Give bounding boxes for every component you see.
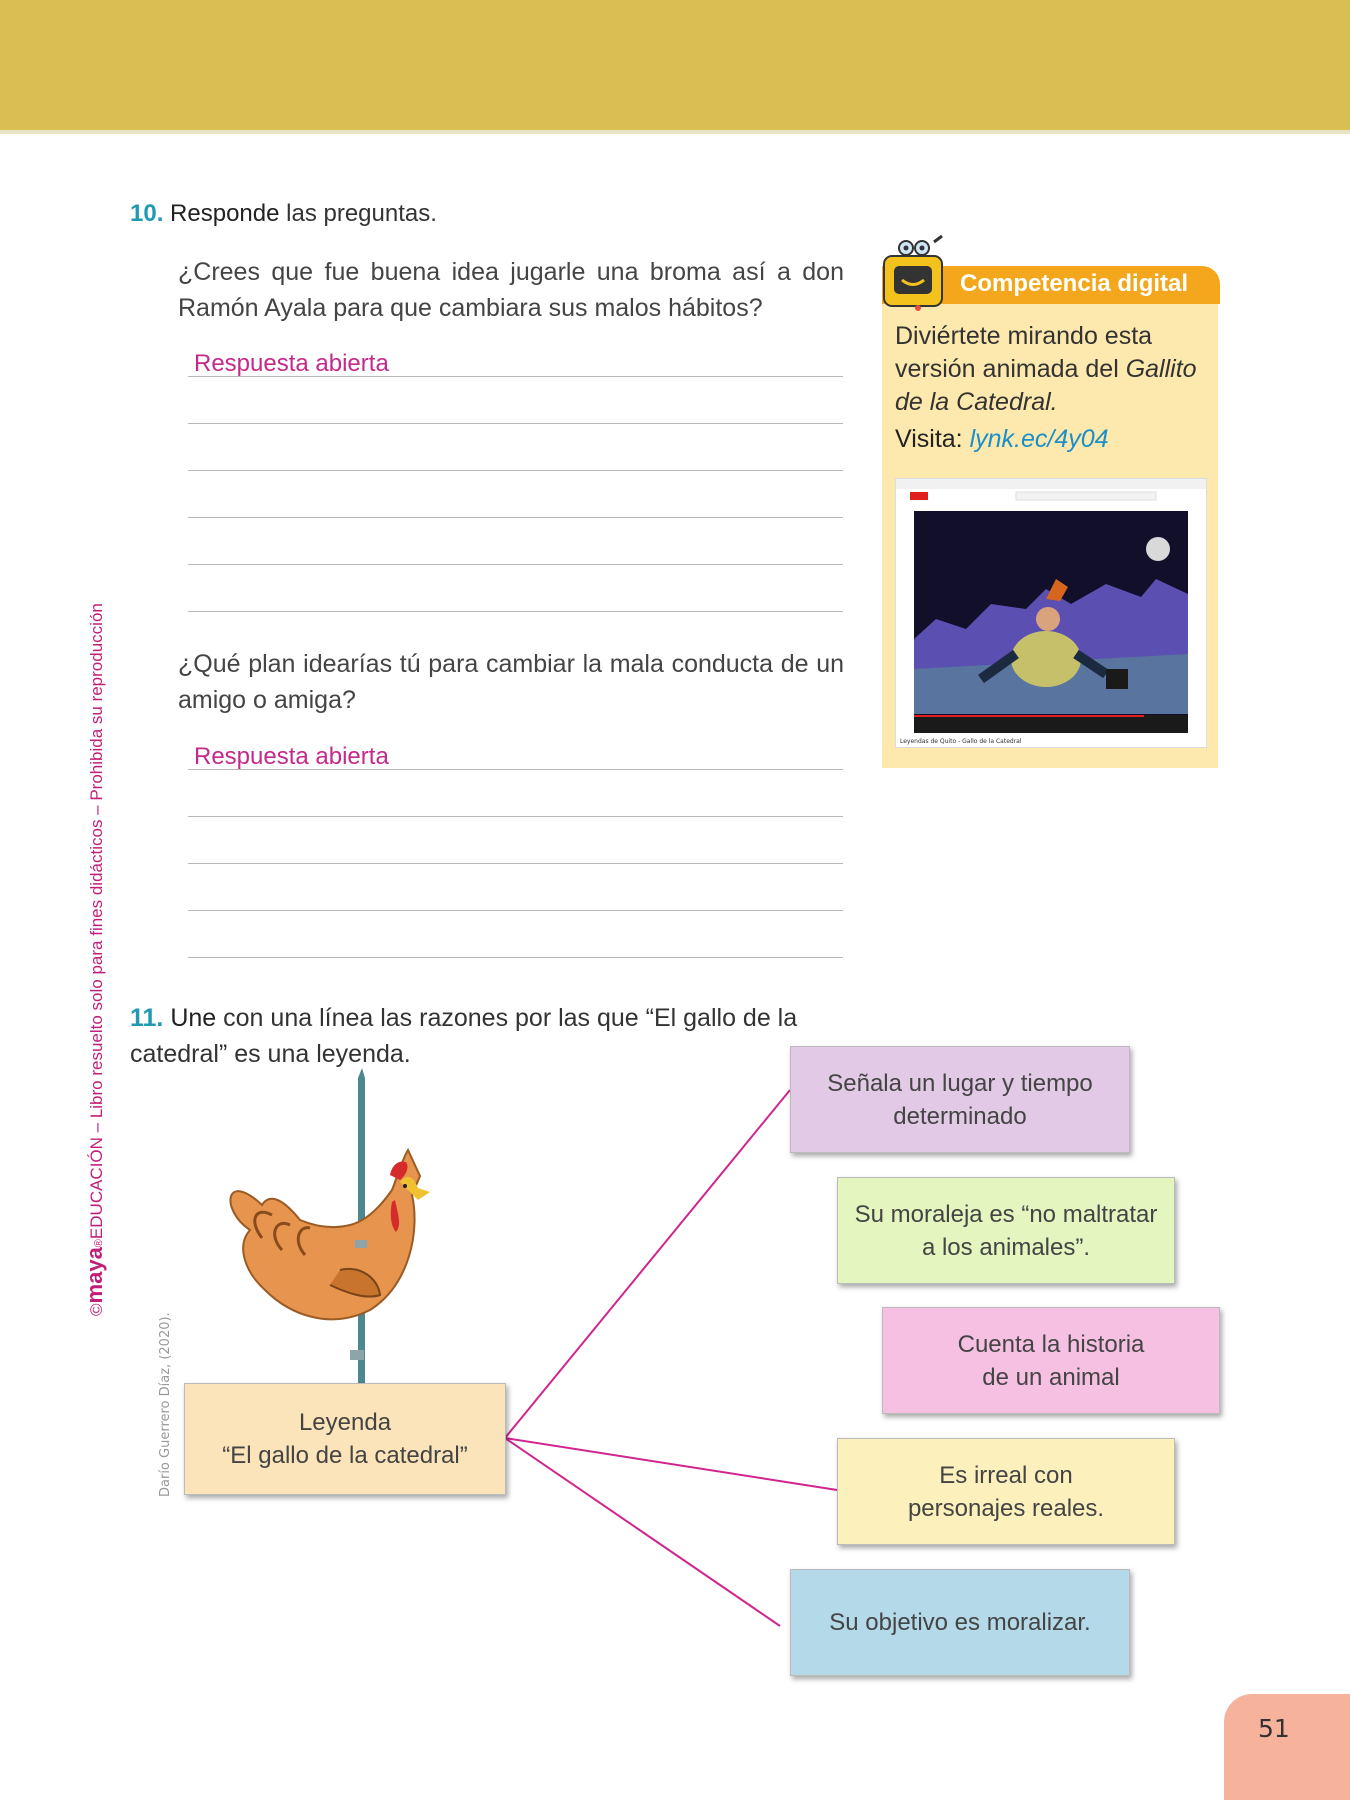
answer-lines-1[interactable] (188, 330, 843, 612)
digital-competence-text (895, 320, 1205, 419)
question-verb: Responde (170, 200, 280, 227)
copyright-sidebar (82, 476, 108, 1316)
question-verb: Une (170, 1004, 217, 1032)
copyright-symbol: © (87, 1303, 106, 1316)
body-plain: Diviértete mirando esta versión animada del (895, 322, 1153, 383)
visit-label: Visita: (895, 425, 963, 453)
registered-mark: ® (93, 1239, 105, 1248)
brand-logo: maya (82, 1247, 107, 1304)
option-unreal-real-characters[interactable]: Es irreal con personajes reales. (837, 1438, 1175, 1545)
body-italic: Gallito de la Catedral. (895, 355, 1197, 416)
answer-lines-2[interactable] (188, 723, 843, 958)
video-screenshot[interactable] (895, 478, 1207, 748)
question-10-prompt-1: ¿Crees que fue buena idea jugarle una broma así a don Ramón Ayala para que cambiara sus malos hábitos? (178, 258, 844, 322)
header-band (0, 0, 1350, 134)
page-number-tab (1224, 1694, 1350, 1800)
option-moral-animals[interactable]: Su moraleja es “no maltratar a los animales”. (837, 1177, 1175, 1284)
question-10-heading (130, 200, 437, 228)
visit-line (895, 425, 1109, 454)
answer-text: Respuesta abierta (194, 350, 389, 377)
question-10-prompt-2: ¿Qué plan idearías tú para cambiar la mala conducta de un amigo o amiga? (178, 650, 844, 714)
question-instruction: con una línea las razones por las que “El gallo de la catedral” es una leyenda. (130, 1004, 798, 1068)
question-instruction: las preguntas. (286, 200, 437, 227)
video-caption: Leyendas de Quito - Gallo de la Catedral (900, 738, 1022, 745)
source-legend-box[interactable]: Leyenda “El gallo de la catedral” (184, 1383, 506, 1495)
option-moralize[interactable]: Su objetivo es moralizar. (790, 1569, 1130, 1676)
question-number: 10. (130, 200, 164, 227)
option-animal-story[interactable]: Cuenta la historia de un animal (882, 1307, 1220, 1414)
youtube-logo-icon (910, 492, 928, 500)
video-player-illustration (896, 479, 1206, 747)
digital-competence-title: Competencia digital (960, 270, 1189, 297)
question-number: 11. (130, 1004, 164, 1032)
robot-mascot-icon (876, 232, 956, 312)
illustration-credit: Darío Guerrero Díaz, (2020). (158, 1312, 173, 1497)
copyright-text: EDUCACIÓN – Libro resuelto solo para fines didácticos – Prohibida su reproducción (87, 603, 106, 1240)
question-11-heading (130, 1000, 844, 1072)
option-place-time[interactable]: Señala un lugar y tiempo determinado (790, 1046, 1130, 1153)
page-number: 51 (1258, 1714, 1290, 1743)
answer-text: Respuesta abierta (194, 743, 389, 770)
pole (358, 1078, 365, 1386)
visit-link[interactable]: lynk.ec/4y04 (969, 425, 1109, 453)
